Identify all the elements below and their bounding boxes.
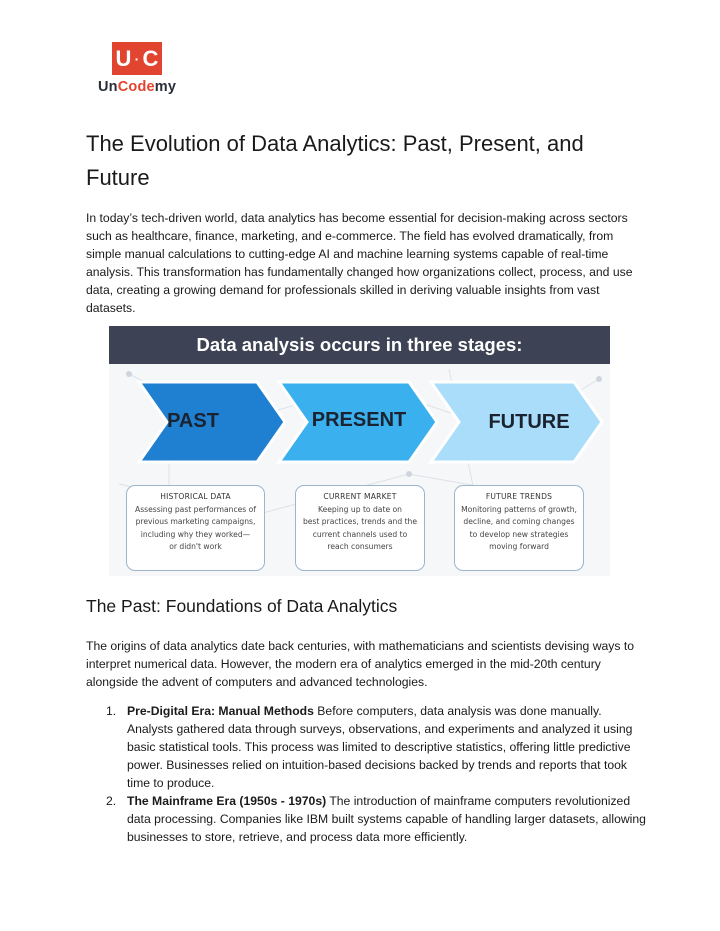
past-label: PAST bbox=[167, 410, 219, 432]
list-item-text: Before computers, data analysis was done manually. Analysts gathered data through surveys, observations, and experiments and analyzed it using basic statistical tools. This process was limited to descriptive statistics, offering little predictive power. Businesses relied on intuition-based decisions backed by trends and reports that took time to produce. bbox=[127, 704, 633, 790]
future-line: to develop new strategies bbox=[469, 529, 569, 539]
logo-word-suffix: my bbox=[154, 79, 177, 95]
logo-mark bbox=[112, 42, 162, 75]
future-trends-title: FUTURE TRENDS bbox=[485, 492, 553, 501]
current-line: current channels used to bbox=[312, 529, 408, 539]
future-line: moving forward bbox=[489, 542, 549, 551]
list-number: 1. bbox=[106, 704, 117, 718]
logo-letter-c: C bbox=[139, 42, 162, 75]
list-item bbox=[86, 792, 646, 846]
list-item-heading: The Mainframe Era (1950s - 1970s) bbox=[127, 794, 327, 808]
future-trends-box bbox=[454, 485, 584, 571]
historical-line: Assessing past performances of bbox=[135, 504, 256, 514]
historical-line: or didn't work bbox=[169, 542, 222, 551]
future-line: decline, and coming changes bbox=[463, 517, 575, 526]
figure-banner: Data analysis occurs in three stages: bbox=[109, 326, 610, 364]
list-number: 2. bbox=[106, 794, 117, 808]
logo-dot: · bbox=[135, 42, 139, 75]
historical-data-box bbox=[126, 485, 265, 571]
current-market-box bbox=[295, 485, 425, 571]
future-label: FUTURE bbox=[488, 411, 570, 433]
logo-word-prefix: Un bbox=[98, 79, 118, 95]
list-item-heading: Pre-Digital Era: Manual Methods bbox=[127, 704, 314, 718]
uncodemy-logo bbox=[98, 42, 178, 98]
historical-line: including why they worked— bbox=[140, 529, 251, 539]
historical-line: previous marketing campaigns, bbox=[135, 517, 256, 526]
list-item bbox=[86, 702, 646, 792]
logo-wordmark bbox=[98, 79, 176, 95]
intro-paragraph: In today’s tech-driven world, data analytics has become essential for decision-making across sectors such as healthcare, finance, marketing, and e-commerce. The field has evolved dramatically, from simple manual calculations to cutting-edge AI and machine learning systems capable of real-time analysis. This transformation has fundamentally changed how organizations collect, process, and use data, creating a growing demand for professionals skilled in deriving valuable insights from vast datasets. bbox=[86, 211, 633, 315]
logo-letter-u: U bbox=[112, 42, 135, 75]
current-market-title: CURRENT MARKET bbox=[323, 492, 397, 501]
present-label: PRESENT bbox=[311, 409, 407, 431]
future-line: Monitoring patterns of growth, bbox=[461, 504, 577, 514]
three-stages-figure bbox=[109, 326, 610, 576]
logo-word-accent: Code bbox=[117, 79, 155, 95]
current-line: Keeping up to date on bbox=[317, 504, 402, 514]
list-item-text: The introduction of mainframe computers revolutionized data processing. Companies like IBM built systems capable of handling larger datasets, allowing businesses to store, retrieve, and process data more efficiently. bbox=[127, 794, 646, 844]
era-list bbox=[86, 702, 646, 846]
origins-paragraph: The origins of data analytics date back centuries, with mathematicians and scientists devising ways to interpret numerical data. However, the modern era of analytics emerged in the mid-20th century alongside the advent of computers and advanced technologies. bbox=[86, 639, 635, 689]
current-line: reach consumers bbox=[327, 542, 393, 551]
current-line: best practices, trends and the bbox=[302, 517, 418, 526]
historical-data-title: HISTORICAL DATA bbox=[160, 492, 231, 501]
section-heading-past: The Past: Foundations of Data Analytics bbox=[86, 596, 398, 616]
document-title: The Evolution of Data Analytics: Past, Present, and Future bbox=[86, 131, 584, 190]
